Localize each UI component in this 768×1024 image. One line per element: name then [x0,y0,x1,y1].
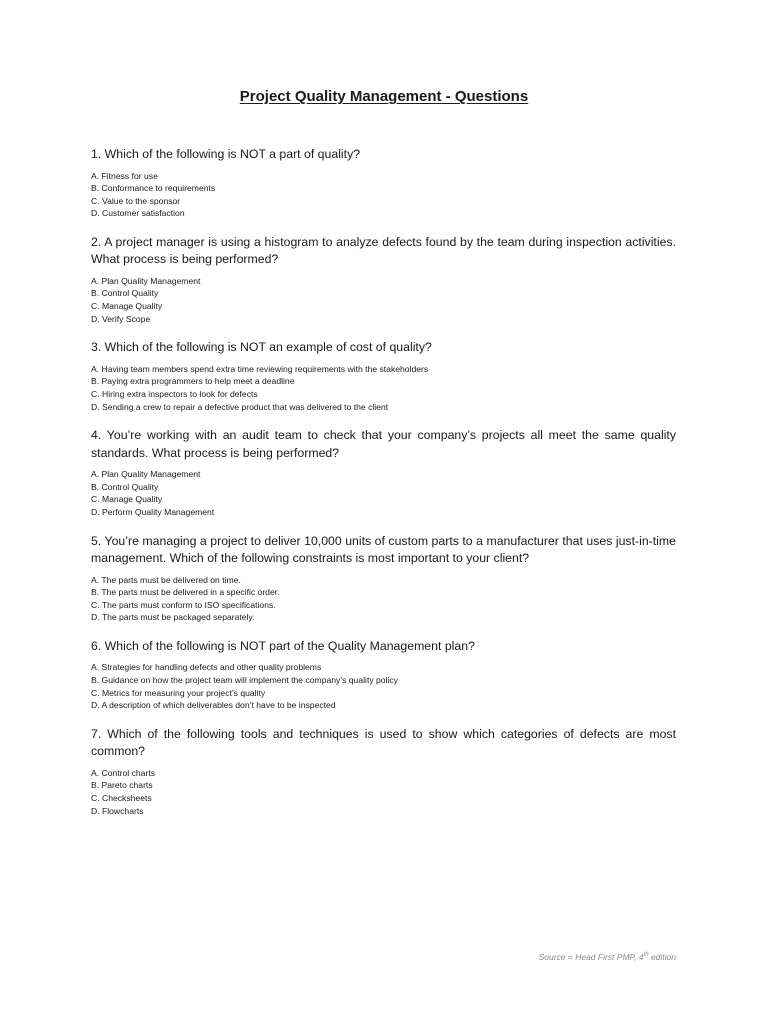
answer-option: A. Having team members spend extra time reviewing requirements with the stakeholders [91,363,429,374]
answer-list [91,767,676,817]
question-text: 2. A project manager is using a histogram to analyze defects found by the team during inspection activities. What process is being performed? [91,234,676,267]
question-2 [91,234,676,325]
answer-option: D. A description of which deliverables don’t have to be inspected [91,700,336,711]
answer-option: B. Conformance to requirements [91,183,216,194]
answer-option: B. Pareto charts [91,780,153,791]
question-text: 3. Which of the following is NOT an example of cost of quality? [91,340,432,355]
answer-option: A. The parts must be delivered on time. [91,574,241,585]
answer-list [91,661,676,711]
answer-option: C. The parts must conform to ISO specifications. [91,599,276,610]
answer-option: B. Paying extra programmers to help meet a deadline [91,376,295,387]
answer-option: D. The parts must be packaged separately. [91,612,255,623]
question-5 [91,533,676,624]
answer-option: C. Hiring extra inspectors to look for defects [91,388,258,399]
source-note [539,952,676,962]
answer-option: A. Control charts [91,767,155,778]
answer-list [91,363,676,413]
question-text: 4. You’re working with an audit team to check that your company’s projects all meet the same quality standards. What process is being performed? [91,428,676,460]
question-3 [91,339,676,413]
answer-option: C. Manage Quality [91,494,163,505]
question-6 [91,638,676,712]
answer-option: C. Value to the sponsor [91,195,181,206]
answer-option: C. Metrics for measuring your project’s quality [91,687,266,698]
answer-option: D. Verify Scope [91,313,151,324]
question-text: 6. Which of the following is NOT part of the Quality Management plan? [91,638,475,653]
answer-list [91,275,676,325]
question-text: 7. Which of the following tools and techniques is used to show which categories of defects are most common? [91,726,676,759]
answer-list [91,574,676,624]
question-1 [91,146,676,220]
answer-option: A. Fitness for use [91,170,158,181]
answer-option: B. The parts must be delivered in a specific order. [91,587,280,598]
answer-option: A. Strategies for handling defects and other quality problems [91,662,322,673]
page-title: Project Quality Management - Questions [239,88,529,105]
answer-option: A. Plan Quality Management [91,275,201,286]
source-suffix: edition [648,952,676,962]
answer-option: D. Perform Quality Management [91,506,215,517]
answer-option: A. Plan Quality Management [91,469,201,480]
answer-option: D. Flowcharts [91,805,144,816]
question-7 [91,726,676,817]
answer-option: B. Guidance on how the project team will implement the company’s quality policy [91,674,398,685]
answer-option: B. Control Quality [91,288,159,299]
answer-option: D. Customer satisfaction [91,208,185,219]
source-superscript: th [643,952,649,959]
answer-option: B. Control Quality [91,481,159,492]
answer-list [91,170,676,220]
question-text: 1. Which of the following is NOT a part of quality? [91,147,361,161]
answer-list [91,468,676,518]
answer-option: C. Manage Quality [91,301,163,312]
source-text: Source = Head First PMP, 4 [538,952,644,962]
question-list [91,146,676,831]
question-4 [91,427,676,518]
answer-option: D. Sending a crew to repair a defective product that was delivered to the client [91,401,389,412]
question-text: 5. You’re managing a project to deliver 10,000 units of custom parts to a manufacturer that uses just-in-time management. Which of the following constraints is most important to your client? [91,533,676,565]
answer-option: C. Checksheets [91,792,152,803]
